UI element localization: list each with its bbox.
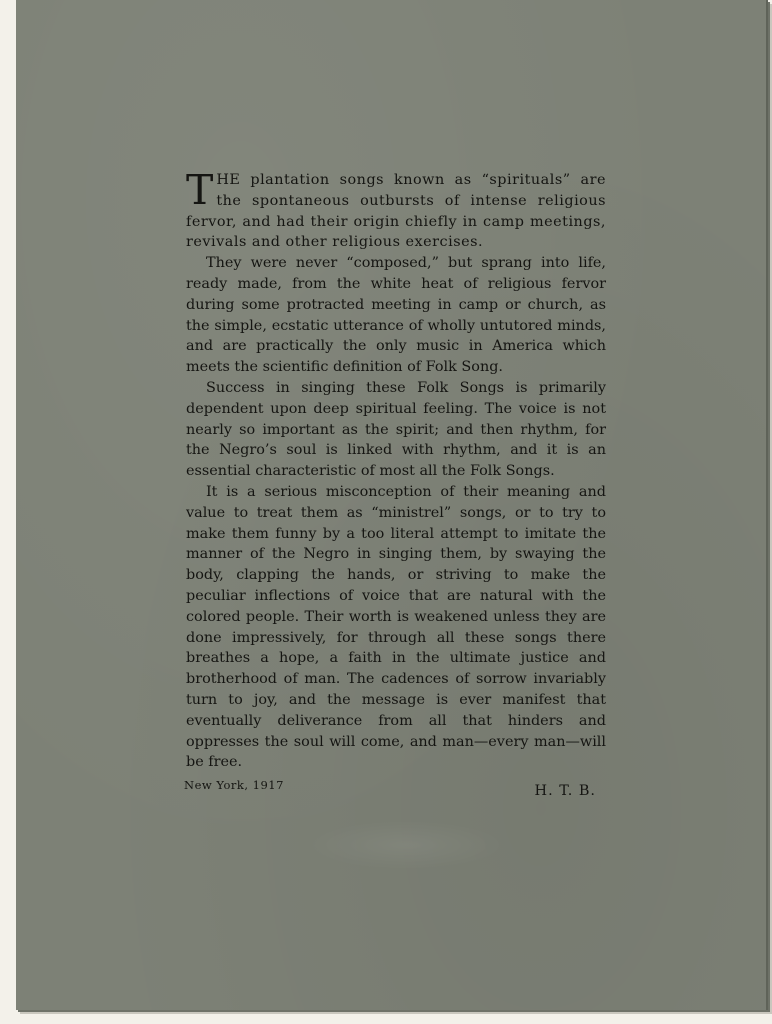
foreword-text xyxy=(186,166,606,802)
paragraph-1 xyxy=(186,166,606,253)
drop-cap: T xyxy=(186,166,214,214)
paragraph-4: It is a serious misconception of their meaning and value to treat them as “ministrel” songs, or to try to make them funny by a too literal attempt to imitate the manner of the Negro in singing them, by swaying the body, clapping the hands, or striving to make the peculiar inflections of voice that are natural with the colored people. Their worth is weakened unless they are done impressively, for through all these songs there breathes a hope, a faith in the ultimate justice and brotherhood of man. The cadences of sorrow invariably turn to joy, and the message is ever manifest that eventually deliverance from all that hinders and oppresses the soul will come, and man—every man—will be free. xyxy=(186,483,606,771)
page-sheet xyxy=(16,0,768,1010)
paragraph-1-text: HE plantation songs known as “spirituals” are the spontaneous outbursts of intense religious fervor, and had their origin chiefly in camp meetings, revivals and other religious exercises. xyxy=(186,172,606,251)
paragraph-3: Success in singing these Folk Songs is primarily dependent upon deep spiritual feeling. The voice is not nearly so important as the spirit; and then rhythm, for the Negro’s soul is linked with rhythm, and it is an essential characteristic of most all the Folk Songs. xyxy=(186,379,606,480)
faded-stamp-mark xyxy=(306,820,506,870)
signature-initials: H. T. B. xyxy=(534,783,596,800)
paragraph-2: They were never “composed,” but sprang into life, ready made, from the white heat of religious fervor during some protracted meeting in camp or church, as the simple, ecstatic utterance of wholly untutored minds, and are practically the only music in America which meets the scientific definition of Folk Song. xyxy=(186,255,606,376)
dateline: New York, 1917 xyxy=(184,778,284,792)
